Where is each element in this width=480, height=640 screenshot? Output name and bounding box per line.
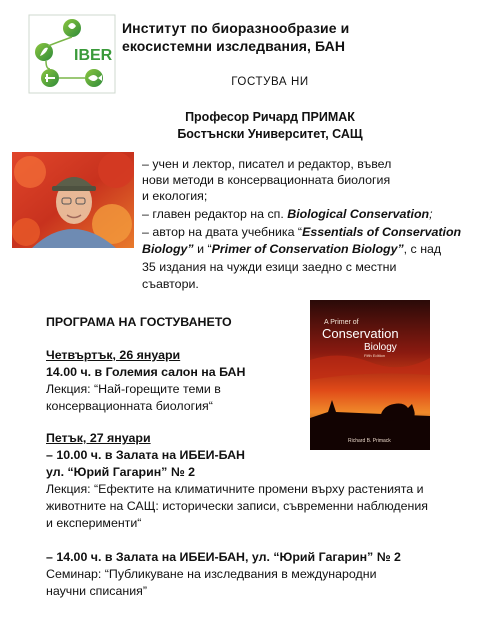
book-cover-image — [310, 300, 430, 450]
day1-date: Четвъртък, 26 януари — [46, 348, 181, 362]
bio-line: нови методи в консервационната биология — [142, 173, 391, 187]
day2-lecture: и експерименти“ — [46, 516, 142, 530]
book-title: Primer of Conservation Biology” — [211, 242, 404, 256]
book-title-main: Conservation — [322, 326, 399, 341]
day2-time-place: – 10.00 ч. в Залата на ИБЕИ-БАН — [46, 448, 245, 462]
book-title-top: A Primer of — [324, 319, 359, 326]
day2-lecture: Лекция: “Ефектите на климатичните промени върху растенията и — [46, 482, 424, 496]
bio-line: – учен и лектор, писател и редактор, въвел — [142, 157, 392, 171]
logo-text: IBER — [74, 47, 113, 64]
day2-date: Петък, 27 януари — [46, 431, 151, 445]
bio-line: – автор на двата учебника “Essentials of Conservation — [142, 225, 462, 239]
bio-line: и екология; — [142, 189, 208, 203]
bio-line: 35 издания на чужди езици заедно с местни — [142, 260, 397, 274]
day2-seminar: научни списания” — [46, 584, 147, 598]
guest-name: Професор Ричард ПРИМАК — [185, 110, 355, 124]
day1-time-place: 14.00 ч. в Големия салон на БАН — [46, 365, 246, 379]
day2-session2: – 14.00 ч. в Залата на ИБЕИ-БАН, ул. “Юрий Гагарин” № 2 — [46, 550, 401, 564]
guest-label: ГОСТУВА НИ — [231, 76, 309, 88]
institute-title-line2: екосистемни изследвания, БАН — [122, 38, 346, 54]
guest-affiliation: Бостънски Университет, САЩ — [177, 127, 363, 141]
bio-line: Biology” и “Primer of Conservation Biology”, с над — [142, 242, 442, 256]
guest-portrait-photo — [12, 152, 134, 248]
day2-lecture: животните на САЩ: исторически записи, съвременни наблюдения — [46, 499, 428, 513]
book-author: Richard B. Primack — [348, 438, 391, 444]
book-edition: Fifth Edition — [364, 353, 386, 358]
day1-lecture: консервационната биология“ — [46, 399, 213, 413]
journal-title: Biological Conservation — [287, 207, 430, 221]
book-title-sub: Biology — [364, 342, 397, 353]
book-title: Essentials of Conservation — [302, 225, 462, 239]
day2-seminar: Семинар: “Публикуване на изследвания в международни — [46, 567, 377, 581]
institute-title-line1: Институт по биоразнообразие и — [122, 20, 350, 36]
bio-line: съавтори. — [142, 277, 199, 291]
day2-address: ул. “Юрий Гагарин” № 2 — [46, 465, 195, 479]
day1-lecture: Лекция: “Най-горещите теми в — [46, 382, 221, 396]
bio-line: – главен редактор на сп. Biological Conservation; — [142, 207, 433, 221]
program-heading: ПРОГРАМА НА ГОСТУВАНЕТО — [46, 315, 232, 329]
